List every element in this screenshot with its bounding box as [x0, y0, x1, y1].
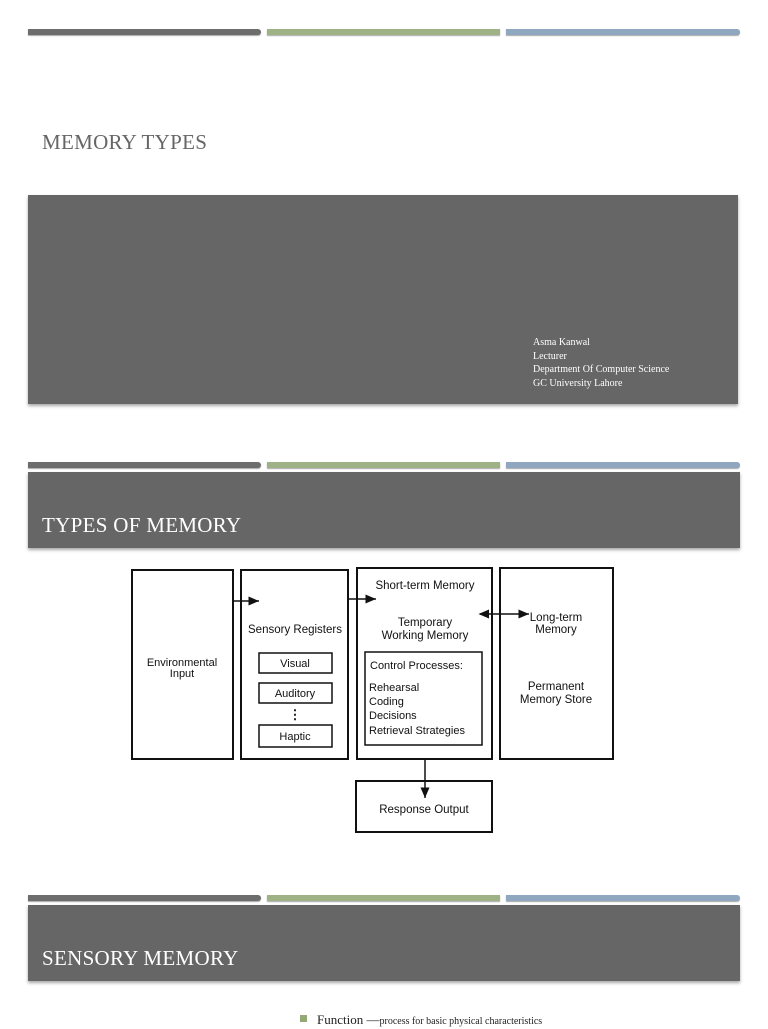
environmental-input-label: Environmental [146, 657, 218, 669]
author-block [533, 336, 669, 390]
permanent-store-label: Permanent [527, 681, 585, 693]
accent-bar-gray [28, 462, 261, 468]
author-department: Department Of Computer Science [533, 364, 670, 375]
temporary-working-label: Working Memory [381, 630, 469, 642]
accent-bars [28, 895, 740, 901]
bullet-dash: — [363, 1012, 380, 1027]
title-banner [28, 472, 740, 548]
accent-bars [28, 462, 740, 468]
author-institution: GC University Lahore [533, 377, 623, 389]
bullet-term: Function [317, 1012, 364, 1027]
sensory-item-visual: Visual [280, 658, 310, 670]
environmental-input-label: Input [169, 668, 195, 680]
control-item: Retrieval Strategies [369, 725, 465, 737]
permanent-store-label: Memory Store [519, 694, 593, 706]
sensory-item-ellipsis: ⋮ [288, 707, 302, 722]
temporary-working-label: Temporary [397, 617, 453, 629]
author-role: Lecturer [533, 350, 567, 362]
bullet-square-icon [300, 1015, 307, 1022]
title-banner [28, 195, 738, 404]
short-term-memory-label: Short-term Memory [375, 580, 475, 592]
title-banner [28, 905, 740, 981]
long-term-memory-box [500, 568, 613, 759]
control-item: Coding [369, 696, 404, 708]
sensory-registers-label: Sensory Registers [248, 624, 342, 636]
accent-bar-green [267, 29, 500, 35]
control-item: Rehearsal [369, 682, 420, 694]
bullet-description: process for basic physical characteristics [379, 1016, 543, 1027]
slide-title: SENSORY MEMORY [42, 946, 239, 970]
accent-bar-blue [506, 895, 740, 901]
accent-bars [28, 29, 740, 35]
response-output-label: Response Output [379, 804, 469, 816]
accent-bar-gray [28, 895, 261, 901]
long-term-memory-label: Long-term [529, 612, 583, 624]
control-processes-title: Control Processes: [370, 660, 463, 672]
slide-title: TYPES OF MEMORY [42, 513, 242, 537]
long-term-memory-label: Memory [535, 624, 577, 636]
accent-bar-blue [506, 29, 740, 35]
slide-title: MEMORY TYPES [42, 130, 208, 154]
accent-bar-green [267, 462, 500, 468]
accent-bar-green [267, 895, 500, 901]
accent-bar-blue [506, 462, 740, 468]
sensory-item-haptic: Haptic [279, 731, 311, 743]
author-name: Asma Kanwal [533, 337, 590, 348]
sensory-item-auditory: Auditory [274, 688, 316, 700]
accent-bar-gray [28, 29, 261, 35]
bullet-item [300, 1011, 542, 1029]
control-item: Decisions [369, 710, 417, 722]
memory-model-diagram [125, 562, 620, 838]
